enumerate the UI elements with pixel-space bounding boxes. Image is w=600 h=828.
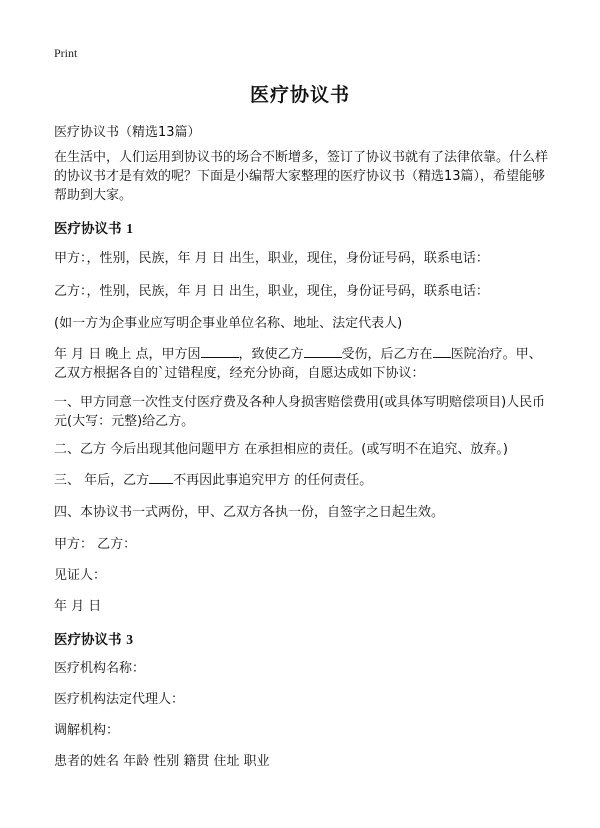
clause-3-text-1: 三、 年后，乙方 <box>54 473 150 488</box>
section-heading-3-number: 3 <box>126 632 133 647</box>
section-heading-1-text: 医疗协议书 <box>54 221 122 237</box>
clause-4: 四、本协议书一式两份，甲、乙双方各执一份，自签字之日起生效。 <box>54 505 445 520</box>
blank-injury <box>304 345 342 358</box>
incident-text-4: 医院治疗。甲、乙双方根据各自的`过错程度，经充分协商，自愿达成如下协议： <box>54 347 542 381</box>
incident-text-2: ，致使乙方 <box>238 347 304 362</box>
signature-line: 甲方： 乙方： <box>54 537 137 552</box>
blank-years <box>149 471 173 484</box>
date-line: 年 月 日 <box>54 599 102 614</box>
party-b-line: 乙方：，性别，民族，年 月 日 出生，职业，现住，身份证号码，联系电话： <box>54 284 489 299</box>
legal-agent-line: 医疗机构法定代理人： <box>54 692 185 707</box>
clause-3 <box>54 471 554 490</box>
page-title: 医疗协议书 <box>249 84 350 106</box>
company-note: (如一方为企事业应写明企事业单位名称、地址、法定代表人) <box>54 316 403 331</box>
section-heading-3-text: 医疗协议书 <box>54 632 122 648</box>
print-link[interactable]: Print <box>54 46 78 60</box>
party-a-line: 甲方：，性别，民族，年 月 日 出生，职业，现住，身份证号码，联系电话： <box>54 251 489 266</box>
clause-2: 二、乙方 今后出现其他问题甲方 在承担相应的责任。(或写明不在追究、放弃。) <box>54 442 508 457</box>
witness-line: 见证人： <box>54 568 107 583</box>
mediation-line: 调解机构： <box>54 723 120 738</box>
blank-hospital <box>433 345 451 358</box>
incident-text-3: 受伤，后乙方在 <box>341 347 433 362</box>
institution-name-line: 医疗机构名称： <box>54 661 146 676</box>
blank-cause <box>201 345 239 358</box>
section-heading-1-number: 1 <box>126 221 133 236</box>
intro-paragraph: 在生活中，人们运用到协议书的场合不断增多，签订了协议书就有了法律依靠。什么样的协议书才是有效的呢？下面是小编帮大家整理的医疗协议书（精选13篇），希望能够帮助到大家。 <box>54 150 549 203</box>
document-subtitle: 医疗协议书（精选13篇） <box>54 125 201 140</box>
incident-paragraph <box>54 345 554 383</box>
section-heading-3 <box>54 628 133 648</box>
patient-info-line: 患者的姓名 年龄 性别 籍贯 住址 职业 <box>54 754 270 769</box>
incident-text-1: 年 月 日 晚上 点，甲方因 <box>54 347 201 362</box>
clause-1: 一、甲方同意一次性支付医疗费及各种人身损害赔偿费用(或具体写明赔偿项目)人民币 元(大写：元整)给乙方。 <box>54 395 546 429</box>
section-heading-1 <box>54 217 133 237</box>
clause-3-text-2: 不再因此事追究甲方 的任何责任。 <box>173 473 373 488</box>
